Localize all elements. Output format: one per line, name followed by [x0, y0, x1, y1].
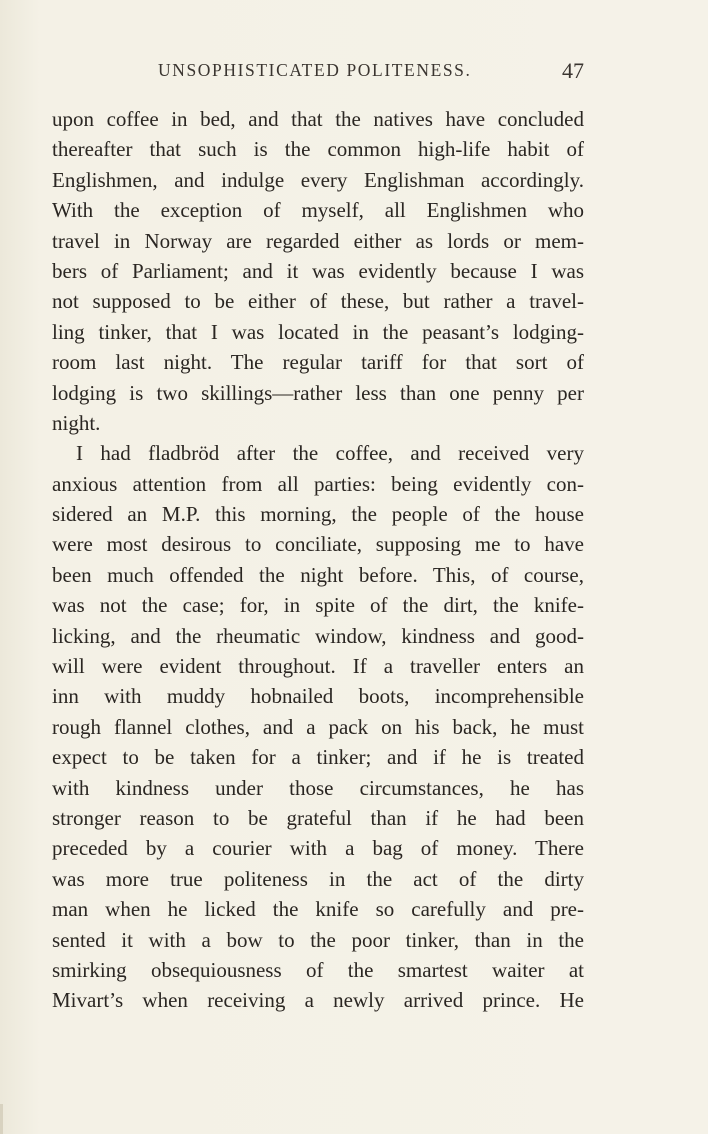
text-line-paragraph-start: I had fladbröd after the coffee, and received very	[76, 441, 584, 466]
text-line: room last night. The regular tariff for that sort of	[52, 350, 584, 375]
text-line: was not the case; for, in spite of the dirt, the knife-	[52, 593, 584, 618]
text-line-paragraph-end: night.	[52, 410, 101, 435]
body-text	[52, 104, 584, 1016]
text-line: preceded by a courier with a bag of money. There	[52, 836, 584, 861]
text-line: were most desirous to conciliate, supposing me to have	[52, 532, 584, 557]
text-line: Mivart’s when receiving a newly arrived prince. He	[52, 988, 584, 1013]
text-line: rough flannel clothes, and a pack on his back, he must	[52, 714, 584, 739]
text-line: With the exception of myself, all Englishmen who	[52, 198, 584, 223]
text-line: upon coffee in bed, and that the natives have concluded	[52, 107, 584, 131]
text-line: inn with muddy hobnailed boots, incomprehensible	[52, 684, 584, 709]
text-line: will were evident throughout. If a traveller enters an	[52, 654, 584, 679]
page-header	[52, 58, 584, 88]
text-line: been much offended the night before. This, of course,	[52, 562, 584, 587]
text-line: travel in Norway are regarded either as lords or mem-	[52, 228, 584, 253]
text-line: expect to be taken for a tinker; and if he is treated	[52, 745, 584, 770]
running-title: UNSOPHISTICATED POLITENESS.	[158, 60, 472, 80]
text-line: Englishmen, and indulge every Englishman accordingly.	[52, 167, 584, 192]
text-line: with kindness under those circumstances, he has	[52, 775, 584, 800]
text-line: ling tinker, that I was located in the peasant’s lodging-	[52, 319, 584, 344]
text-line: smirking obsequiousness of the smartest waiter at	[52, 957, 584, 982]
text-line: sented it with a bow to the poor tinker, than in the	[52, 927, 584, 952]
text-line: bers of Parliament; and it was evidently because I was	[52, 258, 584, 283]
text-line: thereafter that such is the common high-life habit of	[52, 137, 584, 162]
text-line: stronger reason to be grateful than if he had been	[52, 805, 584, 830]
text-line: man when he licked the knife so carefully and pre-	[52, 897, 584, 922]
text-line: was more true politeness in the act of the dirty	[52, 866, 584, 891]
text-line: not supposed to be either of these, but rather a travel-	[52, 289, 584, 314]
page-edge-mark	[0, 1104, 3, 1134]
page-number: 47	[562, 58, 584, 83]
text-line: lodging is two skillings—rather less than one penny per	[52, 380, 584, 405]
text-line: anxious attention from all parties: being evidently con-	[52, 471, 584, 496]
text-line: sidered an M.P. this morning, the people of the house	[52, 502, 584, 527]
text-line: licking, and the rheumatic window, kindness and good-	[52, 623, 584, 648]
